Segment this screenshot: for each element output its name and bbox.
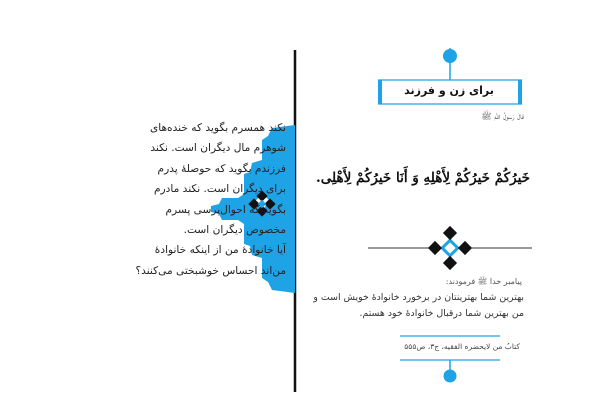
text-line: مخصوص دیگران است. xyxy=(183,224,286,237)
text-line: نکند همسرم بگوید که خنده‌های xyxy=(149,122,286,134)
text-line: آیا خانوادۀ من از اینکه خانوادۀ xyxy=(154,244,286,257)
quote-label: قالَ رَسولُ اللهِ ﷺ xyxy=(481,112,524,122)
text-line: من‌اند احساس خوشبختی می‌کنند؟ xyxy=(135,264,286,277)
prophet-said-label: پیامبر خدا ﷺ فرمودند: xyxy=(445,277,522,286)
text-line: شوهرم مال دیگران است. نکند xyxy=(150,142,286,155)
translation-text xyxy=(274,290,524,322)
title-box xyxy=(380,78,518,104)
text-line: فرزندم بگوید که حوصلۀ پدرم xyxy=(157,162,286,175)
hadith-text: خَیرُکُمْ خَیرُکُمْ لِأَهْلِهِ وَ أَنَا خَیرُکُمْ لِأَهْلِی. xyxy=(316,170,530,186)
page-title: برای زن و فرزند xyxy=(404,84,494,97)
source-citation: کتابُ من لایحضره الفقیه، ج۳، ص۵۵۵ xyxy=(404,342,520,351)
right-page xyxy=(300,0,600,412)
text-line: بگوید که احوال‌پرسی پسرم xyxy=(165,203,286,216)
translation-line: بهترین شما بهترینتان در برخورد خانوادۀ خویش است و xyxy=(313,292,524,303)
left-column-text xyxy=(135,118,286,281)
diamond-motif-center xyxy=(428,226,472,270)
translation-line: من بهترین شما درقبال خانوادۀ خود هستم. xyxy=(359,308,524,319)
text-line: برای دیگران است. نکند مادرم xyxy=(153,183,286,196)
bottom-circle-icon xyxy=(444,370,457,383)
top-circle-icon xyxy=(443,49,457,63)
